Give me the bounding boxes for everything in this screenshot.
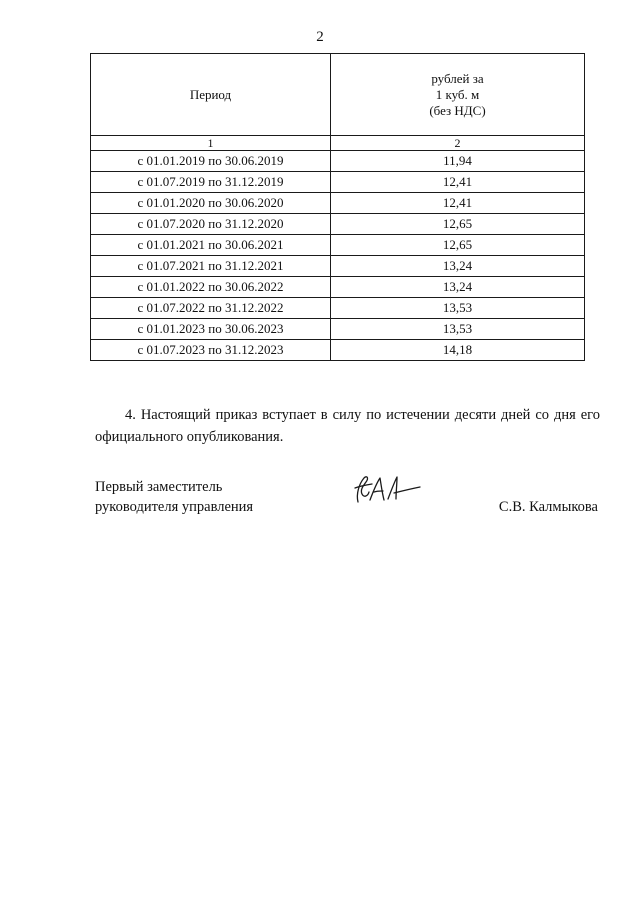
period-cell: с 01.01.2019 по 30.06.2019 xyxy=(91,151,331,172)
table-header-row xyxy=(91,54,585,136)
header-price-line: (без НДС) xyxy=(429,102,486,118)
period-cell: с 01.07.2020 по 31.12.2020 xyxy=(91,214,331,235)
period-cell: с 01.07.2019 по 31.12.2019 xyxy=(91,172,331,193)
table-row xyxy=(91,214,585,235)
column-number: 2 xyxy=(331,136,585,151)
header-period: Период xyxy=(91,54,331,136)
price-cell: 12,41 xyxy=(331,193,585,214)
price-cell: 12,65 xyxy=(331,214,585,235)
tariff-table xyxy=(90,53,585,361)
price-cell: 12,41 xyxy=(331,172,585,193)
period-cell: с 01.01.2021 по 30.06.2021 xyxy=(91,235,331,256)
table-row xyxy=(91,340,585,361)
period-cell: с 01.07.2021 по 31.12.2021 xyxy=(91,256,331,277)
header-price-line: рублей за xyxy=(431,70,484,86)
signer-title-line: Первый заместитель xyxy=(95,479,223,495)
price-cell: 12,65 xyxy=(331,235,585,256)
price-cell: 11,94 xyxy=(331,151,585,172)
period-cell: с 01.01.2020 по 30.06.2020 xyxy=(91,193,331,214)
effective-date-paragraph: 4. Настоящий приказ вступает в силу по истечении десяти дней со дня его официального опубликования. xyxy=(95,407,600,445)
header-price-line: 1 куб. м xyxy=(435,86,480,102)
page-number: 2 xyxy=(316,29,324,45)
signer-title-line: руководителя управления xyxy=(95,499,254,515)
table-row xyxy=(91,193,585,214)
handwritten-signature-icon xyxy=(350,472,422,510)
signer-name: С.В. Калмыкова xyxy=(498,499,598,515)
price-cell: 13,24 xyxy=(331,277,585,298)
table-row xyxy=(91,172,585,193)
period-cell: с 01.01.2022 по 30.06.2022 xyxy=(91,277,331,298)
column-number-row xyxy=(91,136,585,151)
table-row xyxy=(91,298,585,319)
signer-title xyxy=(95,477,253,517)
table-row xyxy=(91,256,585,277)
column-number: 1 xyxy=(91,136,331,151)
price-cell: 13,53 xyxy=(331,319,585,340)
table-row xyxy=(91,151,585,172)
price-cell: 14,18 xyxy=(331,340,585,361)
price-cell: 13,24 xyxy=(331,256,585,277)
period-cell: с 01.07.2023 по 31.12.2023 xyxy=(91,340,331,361)
header-price xyxy=(331,54,585,136)
tariff-table-body xyxy=(91,151,585,361)
period-cell: с 01.01.2023 по 30.06.2023 xyxy=(91,319,331,340)
price-cell: 13,53 xyxy=(331,298,585,319)
table-row xyxy=(91,277,585,298)
table-row xyxy=(91,319,585,340)
table-row xyxy=(91,235,585,256)
period-cell: с 01.07.2022 по 31.12.2022 xyxy=(91,298,331,319)
